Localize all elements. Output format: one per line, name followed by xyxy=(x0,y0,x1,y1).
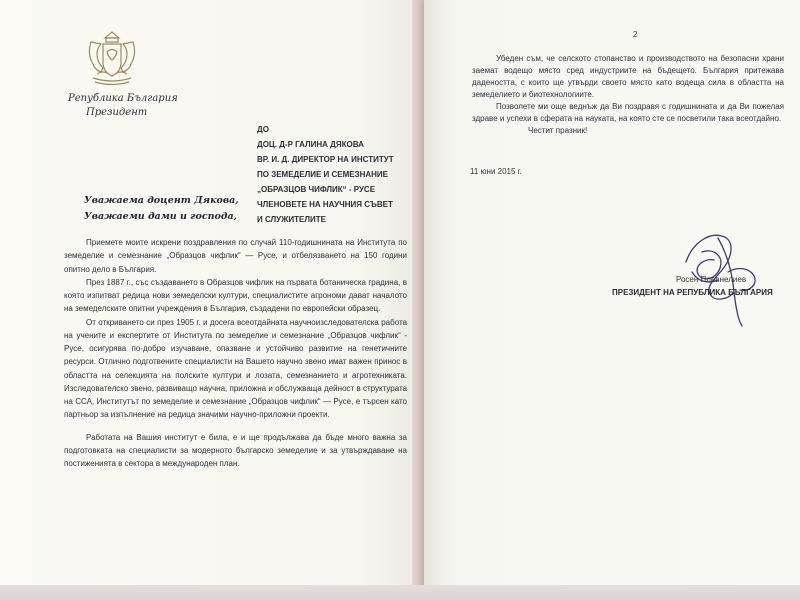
letter-body-right xyxy=(472,53,784,137)
address-line: ВР. И. Д. ДИРЕКТОР НА ИНСТИТУТ xyxy=(257,155,394,164)
signer-title: ПРЕЗИДЕНТ НА РЕПУБЛИКА БЪЛГАРИЯ xyxy=(612,288,773,297)
sender-line-republic: Република България xyxy=(68,93,178,104)
letter-body-left xyxy=(64,236,407,470)
salutation xyxy=(84,193,404,225)
sender-letterhead xyxy=(68,92,188,120)
salutation-line-1: Уважаема доцент Дякова, xyxy=(84,195,239,206)
letter-date: 11 юни 2015 г. xyxy=(470,167,522,176)
body-paragraph: Приемете моите искрени поздравления по случай 110-годишнината на Института по земеделие и семезнание „Образцов чифлик“ — Русе, и отбелязването на 150 години опитно дело в България. xyxy=(64,238,407,274)
address-line: ПО ЗЕМЕДЕЛИЕ И СЕМЕЗНАНИЕ xyxy=(257,170,389,179)
address-line: „ОБРАЗЦОВ ЧИФЛИК“ - РУСЕ xyxy=(257,185,376,194)
body-paragraph: През 1887 г., със създаването в Образцов чифлик на първата ботаническа градина, в която изпитват редица нови земеделски култури, специалистите агрономи дават началото на земеделските опитни учреждения в България, създадени по европейски образец. xyxy=(64,277,407,314)
closing-greeting: Честит празник! xyxy=(528,126,588,135)
page-number: 2 xyxy=(633,30,638,39)
address-line: И СЛУЖИТЕЛИТЕ xyxy=(257,215,326,224)
address-line: ДО xyxy=(257,125,269,134)
address-line: ЧЛЕНОВЕТЕ НА НАУЧНИЯ СЪВЕТ xyxy=(257,200,393,209)
body-paragraph: Работата на Вашия институт е била, е и ще продължава да бъде много важна за подготовката на специалисти за модерното българско земеделие и за утвърждаване на постиженията в сектора в международен план. xyxy=(64,432,407,468)
salutation-line-2: Уважаеми дами и господа, xyxy=(84,211,237,222)
body-paragraph: Убеден съм, че селското стопанство и производството на безопасни храни заемат водещо място сред индустриите на бъдещето. България притежава дадеността, с които ще утвърди своето място като водеща сила в областта на земеделието и биотехнологиите. xyxy=(472,54,784,99)
body-paragraph: От откриването си през 1905 г. и досега всеотдайната научноизследователска работа на учените и експертите от Института по земеделие и семезнание „Образцов чифлик“ - Русе, осигурява по-добро изучаване, опазване и устойчиво развитие на генетичните ресурси. Отлично подготвените специалисти на Вашето научно звено имат важен принос в областта на селекцията на полските култури и лозата, семезнанието и агротехниката. Изследователско звено, развиващо научна, приложна и обслужваща дейност в структурата на ССА, Институтът по земеделие и семезнание „Образцов чифлик“ — Русе, е търсен като партньор за изпълнение на редица значими научно-приложни проекти. xyxy=(64,317,407,420)
sender-line-president: Президент xyxy=(86,107,148,118)
address-line: ДОЦ. Д-Р ГАЛИНА ДЯКОВА xyxy=(257,140,364,149)
signer-name: Росен Плевнелиев xyxy=(676,275,747,284)
folder-bottom-edge xyxy=(0,585,800,600)
coat-of-arms-emblem-icon xyxy=(83,28,141,88)
body-paragraph: Позволете ми още веднъж да Ви поздравя с годишнината и да Ви пожелая здраве и успехи в сферата на науката, на която сте се посветили така всеотдайно. xyxy=(472,102,784,123)
